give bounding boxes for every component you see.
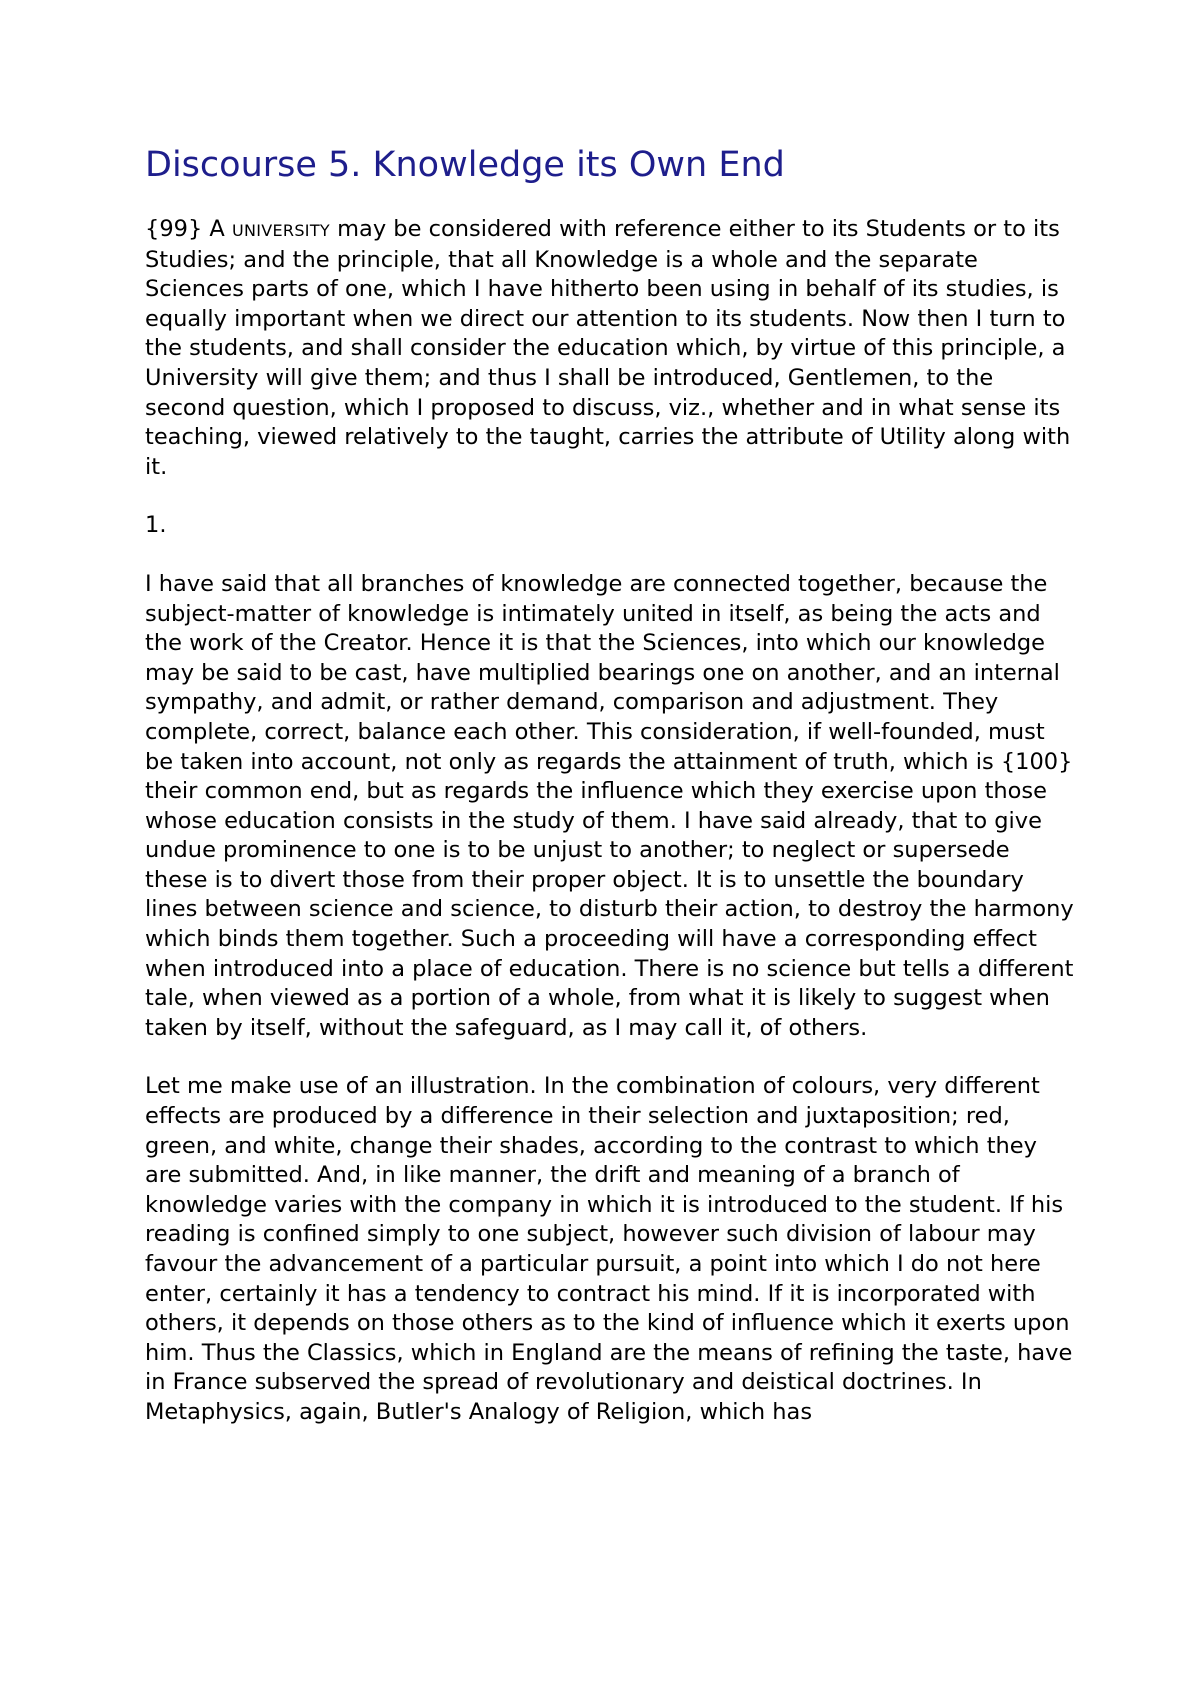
paragraph-branches: I have said that all branches of knowledge are connected together, because the subject-matter of knowledge is intimately united in itself, as being the acts and the work of the Creator. Hence it is that the Sciences, into which our knowledge may be said to be cast, have multiplied bearings one on another, and an internal sympathy, and admit, or rather demand, comparison and adjustment. They complete, correct, balance each other. This consideration, if well-founded, must be taken into account, not only as regards the attainment of truth, which is {100} their common end, but as regards the influence which they exercise upon those whose education consists in the study of them. I have said already, that to give undue prominence to one is to be unjust to another; to neglect or supersede these is to divert those from their proper object. It is to unsettle the boundary lines between science and science, to disturb their action, to destroy the harmony which binds them together. Such a proceeding will have a corresponding effect when introduced into a place of education. There is no science but tells a different tale, when viewed as a portion of a whole, from what it is likely to suggest when taken by itself, without the safeguard, as I may call it, of others.	[145, 570, 1074, 1041]
page-title: Discourse 5. Knowledge its Own End	[145, 145, 785, 185]
page-marker-text: {99} A	[145, 216, 232, 242]
paragraph-illustration: Let me make use of an illustration. In the combination of colours, very different effects are produced by a difference in their selection and juxtaposition; red, green, and white, change their shades, according to the contrast to which they are submitted. And, in like manner, the drift and meaning of a branch of knowledge varies with the company in which it is introduced to the student. If his reading is confined simply to one subject, however such division of labour may favour the advancement of a particular pursuit, a point into which I do not here enter, certainly it has a tendency to contract his mind. If it is incorporated with others, it depends on those others as to the kind of influence which it exerts upon him. Thus the Classics, which in England are the means of refining the taste, have in France subserved the spread of revolutionary and deistical doctrines. In Metaphysics, again, Butler's Analogy of Religion, which has	[145, 1073, 1073, 1425]
document-body	[145, 143, 1075, 1457]
section-number: 1.	[145, 512, 167, 539]
paragraph-intro-text: may be considered with reference either to its Students or to its Studies; and the principle, that all Knowledge is a whole and the separate Sciences parts of one, which I have hitherto been using in behalf of its studies, is equally important when we direct our attention to its students. Now then I turn to the students, and shall consider the education which, by virtue of this principle, a University will give them; and thus I shall be introduced, Gentlemen, to the second question, which I proposed to discuss, viz., whether and in what sense its teaching, viewed relatively to the taught, carries the attribute of Utility along with it.	[145, 216, 1071, 480]
paragraph-intro	[145, 215, 1075, 482]
smallcaps-word: UNIVERSITY	[231, 221, 330, 240]
